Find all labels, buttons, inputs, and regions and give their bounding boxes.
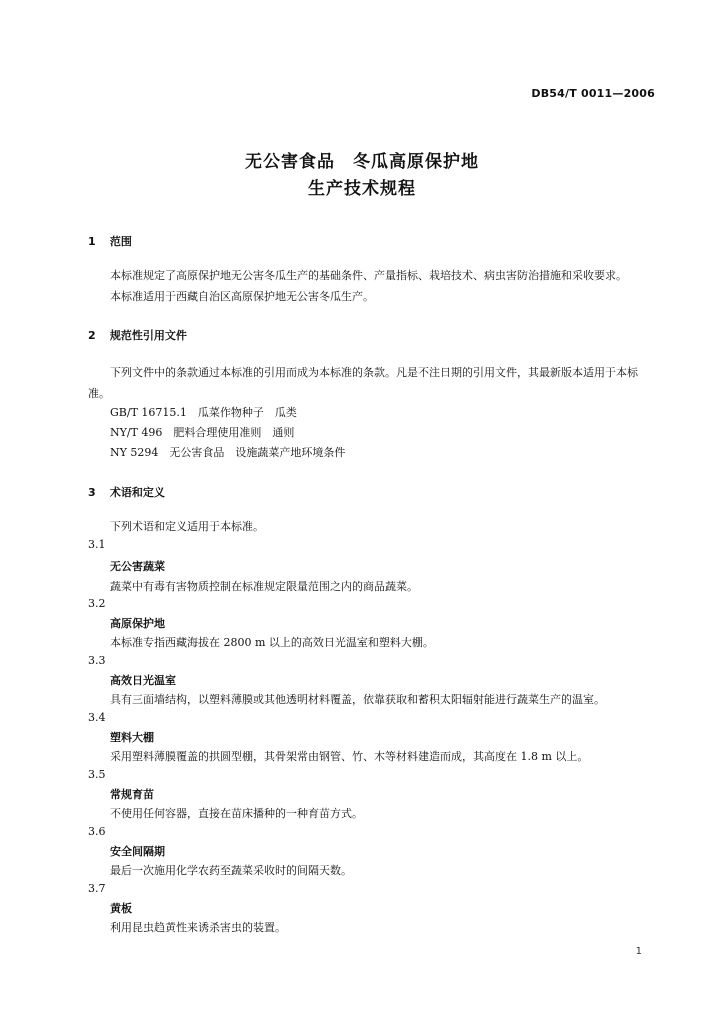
- scope-paragraph-1: 本标准规定了高原保护地无公害冬瓜生产的基础条件、产量指标、栽培技术、病虫害防治措施和采收要求。: [110, 269, 627, 282]
- term-number: 3.2: [88, 597, 106, 610]
- term-definition: 具有三面墙结构，以塑料薄膜或其他透明材料覆盖，依靠获取和蓄积太阳辐射能进行蔬菜生产的温室。: [110, 693, 605, 706]
- section-title: 规范性引用文件: [109, 329, 187, 342]
- section-number: 2: [88, 329, 96, 342]
- term-definition: 本标准专指西藏海拔在 2800 m 以上的高效日光温室和塑料大棚。: [110, 636, 434, 649]
- refs-intro-paragraph: 下列文件中的条款通过本标准的引用而成为本标准的条款。凡是不注日期的引用文件，其最新版本适用于本标准。: [88, 366, 638, 400]
- term-definition: 利用昆虫趋黄性来诱杀害虫的装置。: [110, 921, 286, 934]
- term-number: 3.4: [88, 711, 106, 724]
- term-definition: 最后一次施用化学农药至蔬菜采收时的间隔天数。: [110, 864, 352, 877]
- term-name: 安全间隔期: [110, 845, 165, 858]
- term-name: 常规育苗: [110, 788, 154, 801]
- section-terms-heading: [88, 484, 165, 500]
- section-refs-heading: [88, 327, 187, 343]
- page-number: 1: [635, 946, 642, 957]
- term-number: 3.7: [88, 882, 106, 895]
- section-scope-heading: [88, 233, 132, 249]
- section-title: 范围: [109, 235, 132, 248]
- term-number: 3.1: [88, 538, 106, 551]
- reference-item: NY 5294 无公害食品 设施蔬菜产地环境条件: [110, 446, 346, 459]
- term-number: 3.6: [88, 825, 106, 838]
- section-number: 1: [88, 235, 96, 248]
- term-name: 高原保护地: [110, 617, 165, 630]
- term-number: 3.5: [88, 768, 106, 781]
- standard-code: DB54/T 0011—2006: [531, 87, 655, 100]
- terms-intro: 下列术语和定义适用于本标准。: [110, 520, 264, 533]
- term-definition: 不使用任何容器，直接在苗床播种的一种育苗方式。: [110, 807, 363, 820]
- term-name: 高效日光温室: [110, 674, 176, 687]
- term-name: 无公害蔬菜: [110, 560, 165, 573]
- section-title: 术语和定义: [109, 486, 165, 499]
- scope-paragraph-2: 本标准适用于西藏自治区高原保护地无公害冬瓜生产。: [110, 290, 374, 303]
- term-name: 塑料大棚: [110, 731, 154, 744]
- reference-item: GB/T 16715.1 瓜菜作物种子 瓜类: [110, 406, 297, 419]
- term-definition: 采用塑料薄膜覆盖的拱圆型棚，其骨架常由钢管、竹、木等材料建造而成，其高度在 1.8 m 以上。: [110, 750, 589, 763]
- document-title-line1: 无公害食品 冬瓜高原保护地: [245, 152, 479, 172]
- term-definition: 蔬菜中有毒有害物质控制在标准规定限量范围之内的商品蔬菜。: [110, 580, 418, 593]
- reference-item: NY/T 496 肥料合理使用准则 通则: [110, 426, 295, 439]
- document-title-line2: 生产技术规程: [308, 179, 416, 199]
- section-number: 3: [88, 486, 96, 499]
- term-name: 黄板: [110, 902, 132, 915]
- term-number: 3.3: [88, 654, 106, 667]
